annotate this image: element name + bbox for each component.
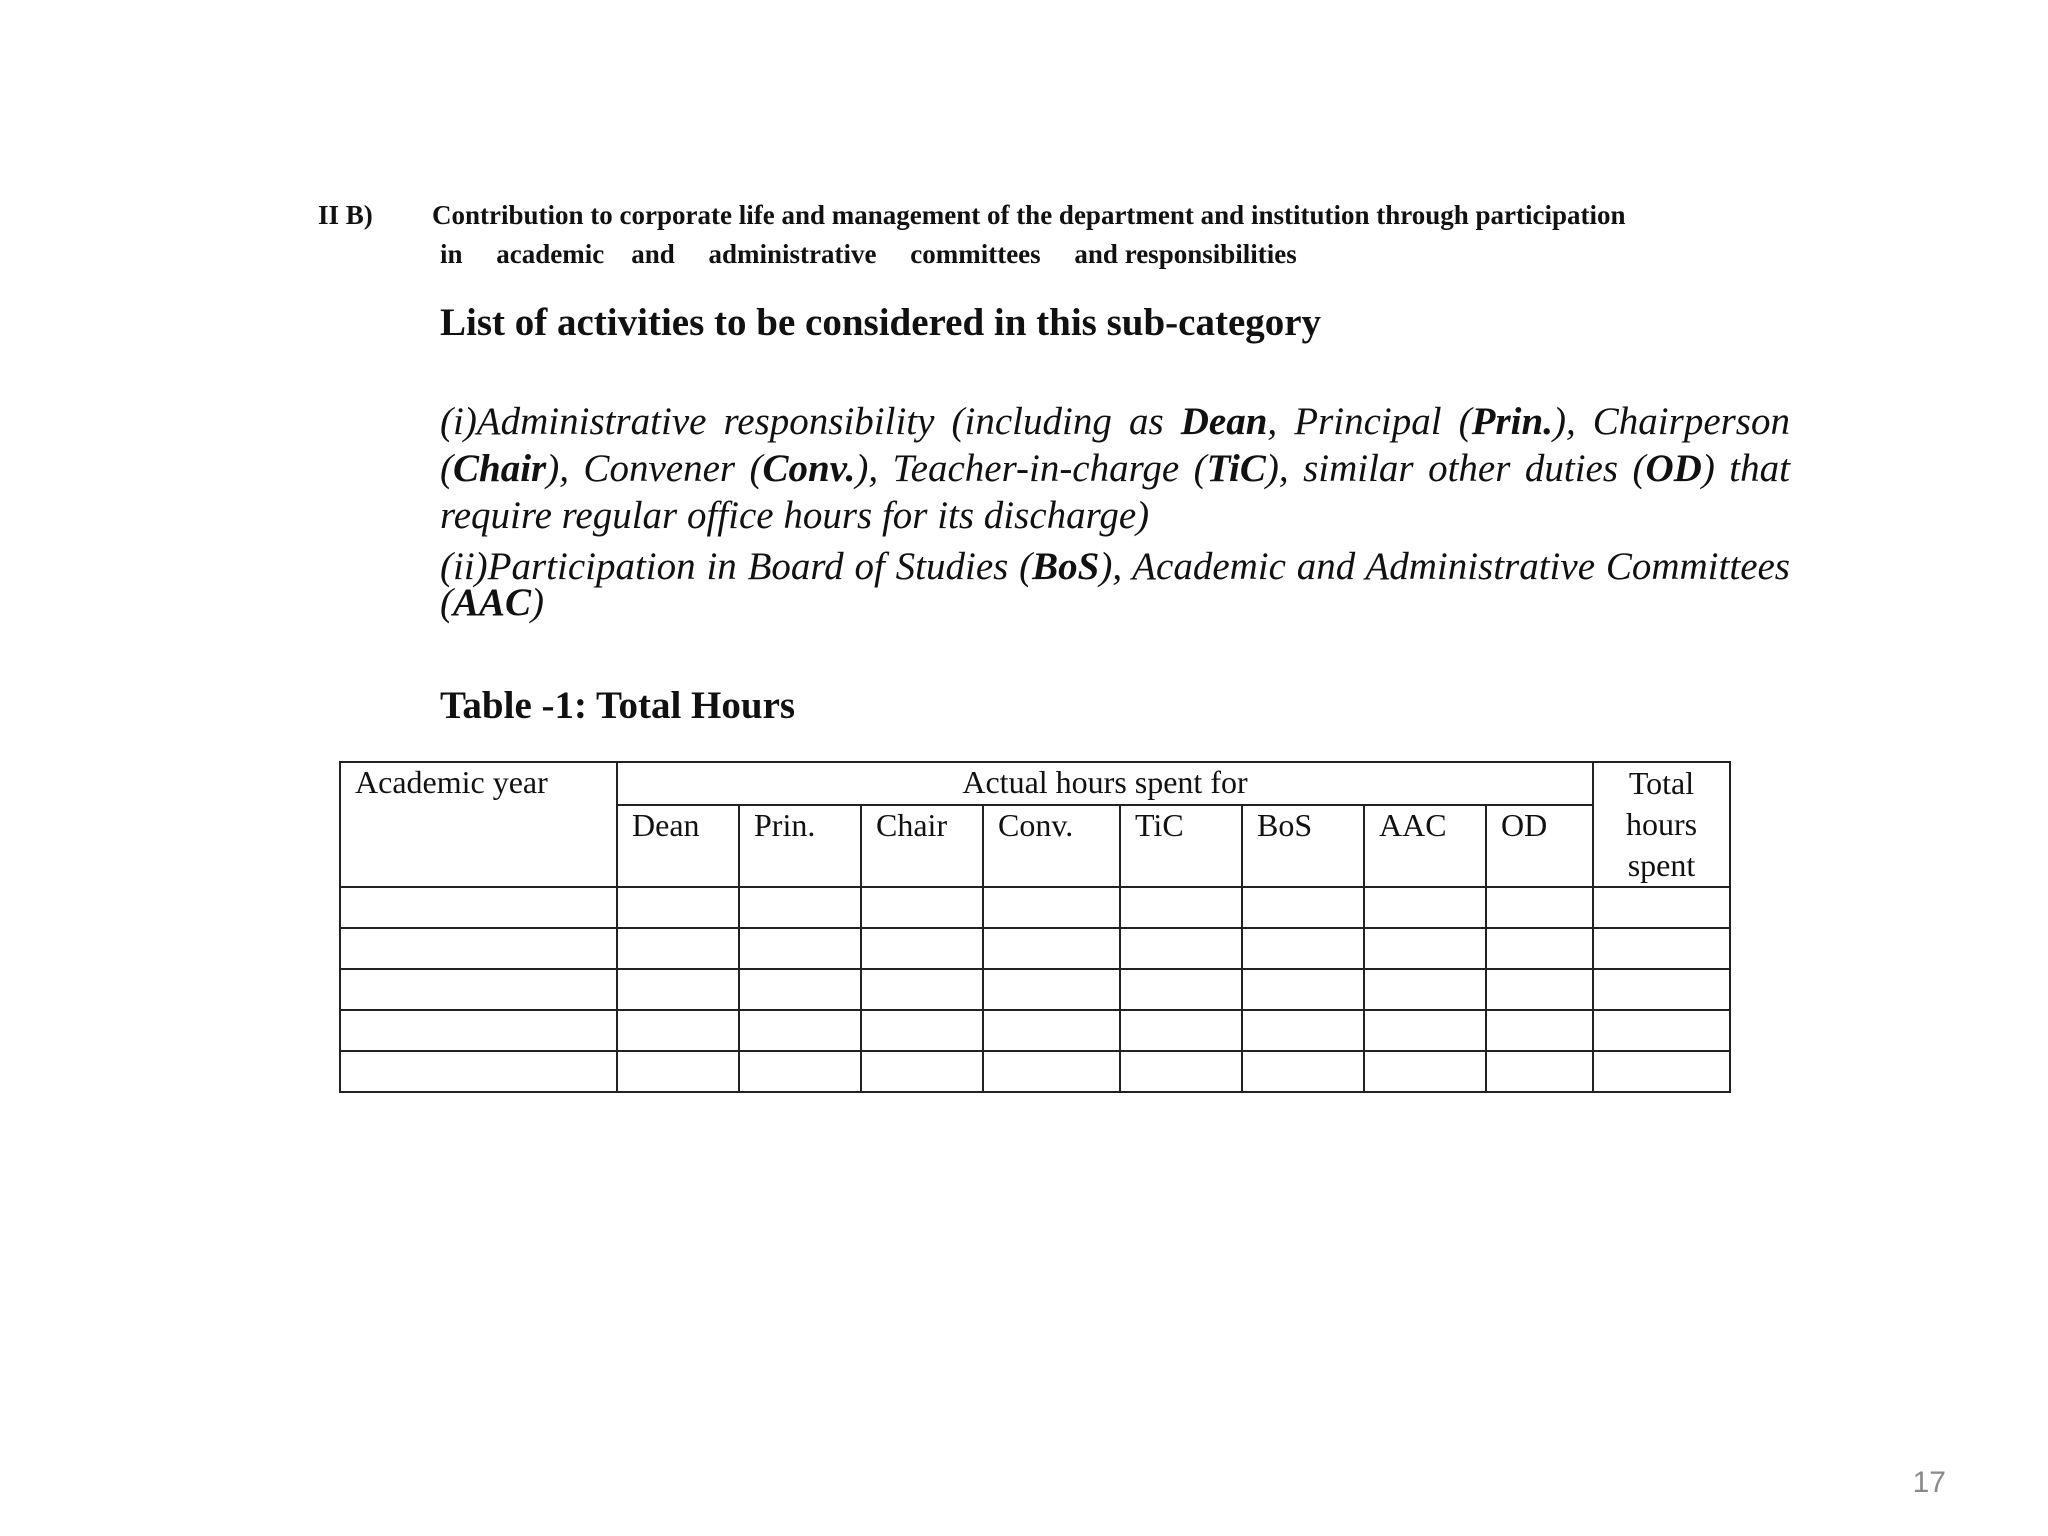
table-cell[interactable]	[1486, 928, 1593, 969]
activity-item-2	[440, 545, 1790, 624]
table-cell[interactable]	[1593, 1051, 1730, 1092]
table-cell[interactable]	[1120, 969, 1242, 1010]
table-cell[interactable]	[983, 928, 1120, 969]
table-row	[340, 969, 1730, 1010]
table-row	[340, 1010, 1730, 1051]
table-cell[interactable]	[1120, 928, 1242, 969]
table-cell[interactable]	[1242, 887, 1364, 928]
activity-text: (i)Administrative responsibility (including as	[440, 400, 1181, 443]
table-cell[interactable]	[1242, 969, 1364, 1010]
table-cell[interactable]	[739, 887, 861, 928]
header-dean: Dean	[617, 805, 739, 887]
list-heading: List of activities to be considered in this sub-category	[440, 301, 1322, 344]
abbreviation-text: Prin.	[1471, 400, 1553, 443]
table-cell[interactable]	[617, 1051, 739, 1092]
table-cell[interactable]	[1120, 887, 1242, 928]
table-cell[interactable]	[739, 928, 861, 969]
activity-text: , Principal (	[1267, 400, 1472, 443]
table-cell[interactable]	[739, 1010, 861, 1051]
table-cell[interactable]	[1486, 1051, 1593, 1092]
hours-table	[339, 761, 1731, 1093]
table-cell[interactable]	[340, 969, 617, 1010]
table-cell[interactable]	[739, 1051, 861, 1092]
table-row	[340, 1051, 1730, 1092]
table-cell[interactable]	[1364, 928, 1486, 969]
table-cell[interactable]	[1593, 969, 1730, 1010]
table-cell[interactable]	[861, 928, 983, 969]
table-cell[interactable]	[1120, 1051, 1242, 1092]
table-cell[interactable]	[1364, 969, 1486, 1010]
table-cell[interactable]	[983, 969, 1120, 1010]
abbreviation-text: Chair	[453, 447, 547, 490]
header-academic-year: Academic year	[340, 762, 617, 887]
table-cell[interactable]	[1242, 1051, 1364, 1092]
section-title-line2: in academic and administrative committees and responsibilities	[440, 239, 1297, 269]
table-cell[interactable]	[1593, 928, 1730, 969]
abbreviation-text: TiC	[1206, 447, 1266, 490]
activity-item-1	[440, 398, 1790, 539]
table-cell[interactable]	[1486, 1010, 1593, 1051]
table-cell[interactable]	[1364, 1010, 1486, 1051]
activity-text: ), similar other duties (	[1265, 447, 1646, 490]
header-conv: Conv.	[983, 805, 1120, 887]
activity-text: ) that require regular office hours for its discharge)	[440, 447, 1790, 537]
table-cell[interactable]	[983, 1010, 1120, 1051]
table-cell[interactable]	[861, 969, 983, 1010]
abbreviation-text: Conv.	[762, 447, 856, 490]
table-cell[interactable]	[1486, 969, 1593, 1010]
table-cell[interactable]	[340, 887, 617, 928]
section-title-line1: Contribution to corporate life and management of the department and institution through participation	[432, 200, 1626, 230]
table-cell[interactable]	[1120, 1010, 1242, 1051]
table-cell[interactable]	[617, 969, 739, 1010]
section-label: II B)	[318, 200, 373, 230]
table-cell[interactable]	[861, 1051, 983, 1092]
table-cell[interactable]	[983, 887, 1120, 928]
table-cell[interactable]	[617, 1010, 739, 1051]
table-cell[interactable]	[1364, 887, 1486, 928]
activity-text: ), Convener (	[546, 447, 763, 490]
table-cell[interactable]	[617, 928, 739, 969]
table-header-row	[340, 762, 1730, 805]
header-aac: AAC	[1364, 805, 1486, 887]
table-cell[interactable]	[1593, 1010, 1730, 1051]
table-cell[interactable]	[861, 887, 983, 928]
table-cell[interactable]	[1242, 1010, 1364, 1051]
header-chair: Chair	[861, 805, 983, 887]
header-prin: Prin.	[739, 805, 861, 887]
page-number: 17	[1912, 1466, 1946, 1499]
table-title: Table -1: Total Hours	[440, 684, 796, 727]
abbreviation-text: BoS	[1032, 545, 1100, 588]
table-cell[interactable]	[1364, 1051, 1486, 1092]
abbreviation-text: OD	[1645, 447, 1702, 490]
abbreviation-text: AAC	[453, 581, 532, 624]
header-actual-hours: Actual hours spent for	[617, 762, 1593, 805]
header-od: OD	[1486, 805, 1593, 887]
header-total-hours: Total hours spent	[1593, 762, 1730, 887]
activity-text: ), Academic and Administrative Committees (	[440, 545, 1790, 624]
table-cell[interactable]	[739, 969, 861, 1010]
table-cell[interactable]	[1486, 887, 1593, 928]
header-tic: TiC	[1120, 805, 1242, 887]
activity-text: ), Chairperson (	[440, 400, 1790, 490]
table-cell[interactable]	[983, 1051, 1120, 1092]
table-cell[interactable]	[617, 887, 739, 928]
activity-text: (ii)Participation in Board of Studies (	[440, 545, 1033, 588]
activity-text: )	[531, 581, 545, 624]
table-row	[340, 887, 1730, 928]
abbreviation-text: Dean	[1180, 400, 1268, 443]
activity-text: ), Teacher-in-charge (	[855, 447, 1207, 490]
table-cell[interactable]	[1242, 928, 1364, 969]
table-cell[interactable]	[1593, 887, 1730, 928]
table-cell[interactable]	[861, 1010, 983, 1051]
header-bos: BoS	[1242, 805, 1364, 887]
table-cell[interactable]	[340, 1010, 617, 1051]
table-row	[340, 928, 1730, 969]
table-cell[interactable]	[340, 1051, 617, 1092]
table-cell[interactable]	[340, 928, 617, 969]
